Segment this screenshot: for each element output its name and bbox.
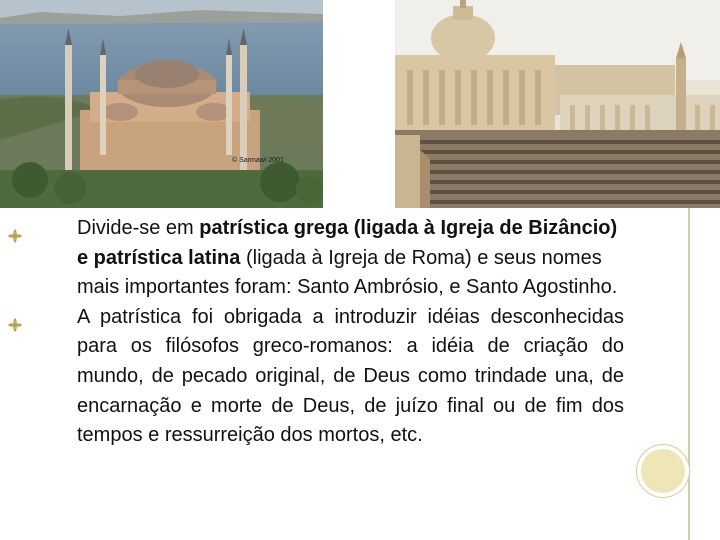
bullet-text-segment: Divide-se em bbox=[77, 217, 200, 239]
flower-bullet-icon bbox=[8, 312, 22, 326]
decorative-circle bbox=[641, 449, 685, 493]
bullet-item-1 bbox=[0, 214, 640, 303]
bullet-item-2 bbox=[0, 303, 640, 451]
st-peters-square-image bbox=[395, 0, 720, 208]
photo-caption: © Sarmawi 2001 bbox=[232, 157, 284, 164]
bullet-text-segment: (ligada à Igreja de Roma) e seus nomes mais importantes foram: Santo Ambrósio, e Santo Agostinho. bbox=[77, 246, 618, 299]
hagia-sophia-image bbox=[0, 0, 323, 208]
bullet-text-segment: A patrística foi obrigada a introduzir idéias desconhecidas para os filósofos greco-romanos: a idéia de criação do mundo, de pecado original, de Deus como trindade una, de encarnação e morte de Deus, de juízo final ou de fim dos tempos e ressurreição dos mortos, etc. bbox=[77, 305, 624, 447]
bullet-list bbox=[0, 214, 640, 451]
bullet-text-bold-segment: patrística grega (ligada à Igreja de Bizâncio) e patrística latina bbox=[77, 217, 618, 269]
flower-bullet-icon bbox=[8, 223, 22, 237]
decorative-vertical-line bbox=[688, 208, 690, 540]
